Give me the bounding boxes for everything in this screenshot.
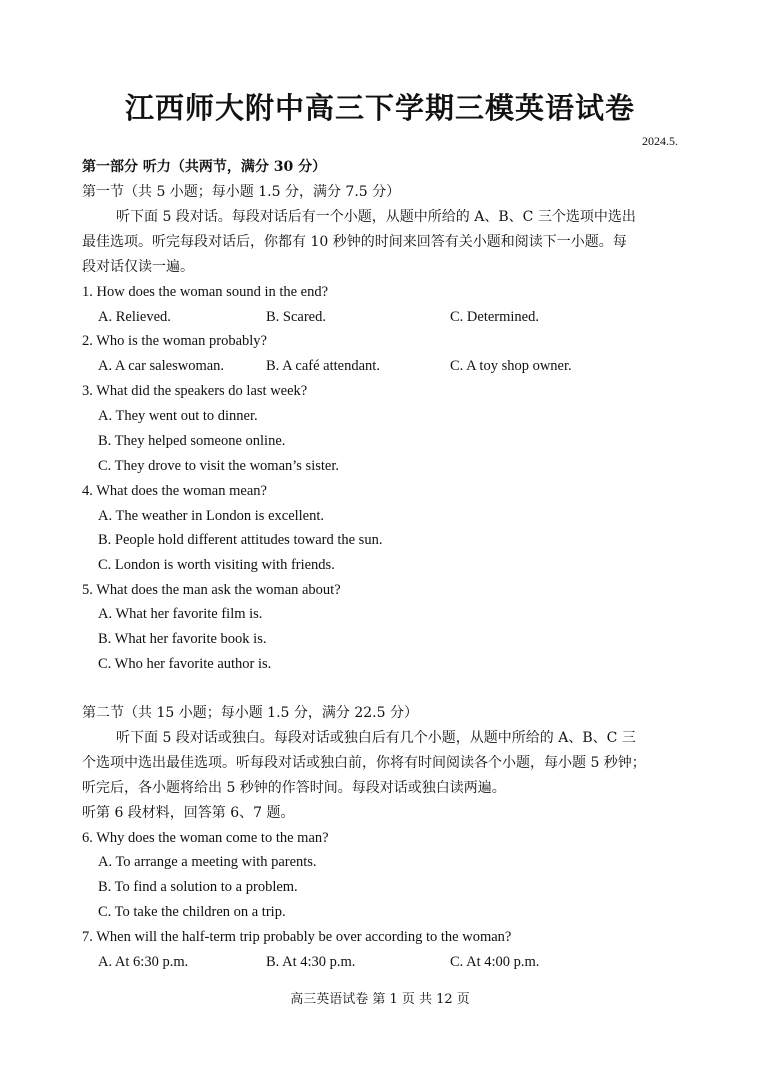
question-1-options <box>98 308 698 326</box>
section2-instruction-1: 听下面 5 段对话或独白。每段对话或独白后有几个小题，从题中所给的 A、B、C 三 <box>116 730 636 746</box>
option-a: A. At 6:30 p.m. <box>98 954 189 970</box>
question-3-option-c: C. They drove to visit the woman’s sister. <box>98 458 339 474</box>
material-note: 听第 6 段材料，回答第 6、7 题。 <box>82 805 295 821</box>
question-7-stem: 7. When will the half-term trip probably be over according to the woman? <box>82 929 512 945</box>
question-5-stem: 5. What does the man ask the woman about? <box>82 582 341 598</box>
option-c: C. At 4:00 p.m. <box>450 954 540 970</box>
question-7-options <box>98 953 698 971</box>
section2-heading: 第二节（共 15 小题；每小题 1.5 分，满分 22.5 分） <box>82 705 418 721</box>
question-3-stem: 3. What did the speakers do last week? <box>82 383 308 399</box>
section1-heading: 第一节（共 5 小题；每小题 1.5 分，满分 7.5 分） <box>82 184 401 200</box>
section2-instruction-3: 听完后，各小题将给出 5 秒钟的作答时间。每段对话或独白读两遍。 <box>82 780 506 796</box>
question-1-stem: 1. How does the woman sound in the end? <box>82 284 329 300</box>
question-6-option-c: C. To take the children on a trip. <box>98 904 286 920</box>
question-5-option-a: A. What her favorite film is. <box>98 606 263 622</box>
part1-heading: 第一部分 听力（共两节，满分 30 分） <box>82 159 327 175</box>
question-3-option-a: A. They went out to dinner. <box>98 408 258 424</box>
page-title: 江西师大附中高三下学期三模英语试卷 <box>124 91 635 125</box>
question-2-options <box>98 357 698 375</box>
option-a: A. Relieved. <box>98 309 171 325</box>
question-4-option-c: C. London is worth visiting with friends. <box>98 557 335 573</box>
exam-date: 2024.5. <box>642 134 678 148</box>
question-2-stem: 2. Who is the woman probably? <box>82 333 267 349</box>
option-b: B. A café attendant. <box>266 358 380 374</box>
option-b: B. At 4:30 p.m. <box>266 954 356 970</box>
question-6-option-a: A. To arrange a meeting with parents. <box>98 854 317 870</box>
question-4-stem: 4. What does the woman mean? <box>82 483 267 499</box>
question-4-option-b: B. People hold different attitudes toward the sun. <box>98 532 383 548</box>
question-5-option-b: B. What her favorite book is. <box>98 631 267 647</box>
option-a: A. A car saleswoman. <box>98 358 225 374</box>
question-3-option-b: B. They helped someone online. <box>98 433 286 449</box>
option-b: B. Scared. <box>266 309 326 325</box>
question-4-option-a: A. The weather in London is excellent. <box>98 508 325 524</box>
section1-instruction-1: 听下面 5 段对话。每段对话后有一个小题，从题中所给的 A、B、C 三个选项中选出 <box>116 209 636 225</box>
question-6-stem: 6. Why does the woman come to the man? <box>82 830 329 846</box>
page-footer: 高三英语试卷 第 1 页 共 12 页 <box>290 992 470 1007</box>
question-5-option-c: C. Who her favorite author is. <box>98 656 272 672</box>
section2-instruction-2: 个选项中选出最佳选项。听每段对话或独白前，你将有时间阅读各个小题，每小题 5 秒钟； <box>82 755 646 771</box>
section1-instruction-3: 段对话仅读一遍。 <box>82 259 194 275</box>
question-6-option-b: B. To find a solution to a problem. <box>98 879 298 895</box>
section1-instruction-2: 最佳选项。听完每段对话后，你都有 10 秒钟的时间来回答有关小题和阅读下一小题。每 <box>82 234 627 250</box>
option-c: C. Determined. <box>450 309 539 325</box>
option-c: C. A toy shop owner. <box>450 358 572 374</box>
